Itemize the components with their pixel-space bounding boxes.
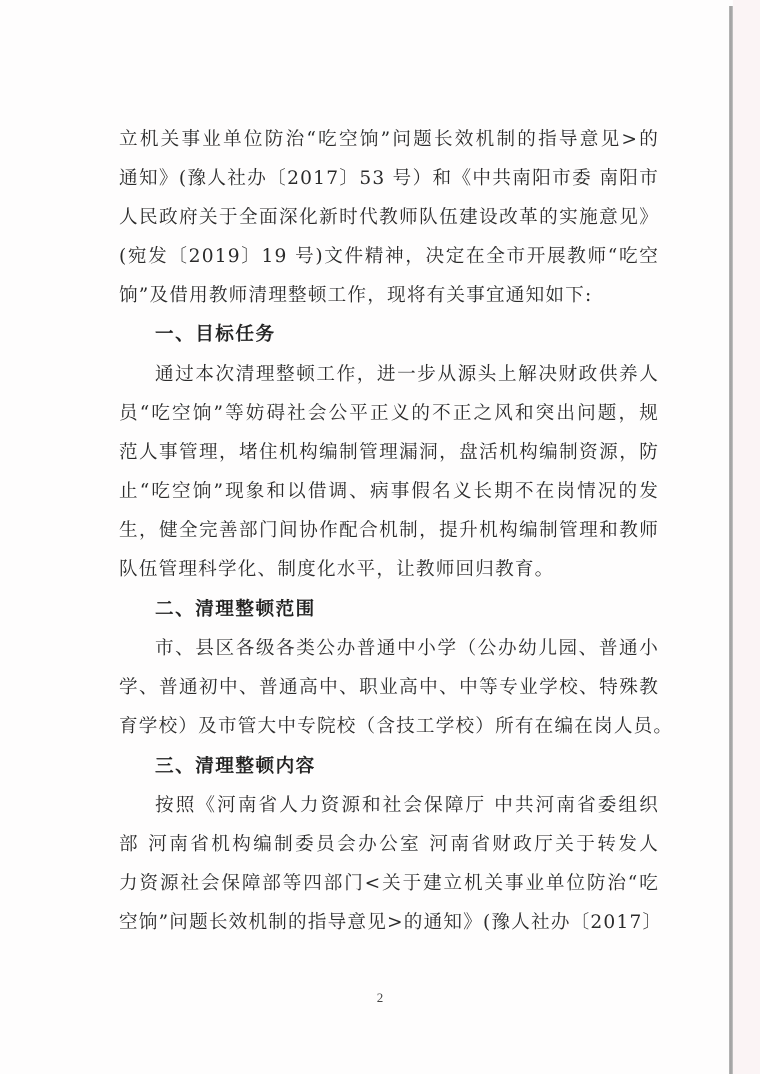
- body-text-line: 按照《河南省人力资源和社会保障厅 中共河南省委组织: [155, 795, 659, 816]
- body-text-line: 力资源社会保障部等四部门<关于建立机关事业单位防治“吃: [119, 873, 659, 894]
- body-text-line: 立机关事业单位防治“吃空饷”问题长效机制的指导意见>的: [119, 129, 659, 150]
- body-text-line: 范人事管理，堵住机构编制管理漏洞，盘活机构编制资源，防: [119, 442, 659, 463]
- body-text-line: 生，健全完善部门间协作配合机制，提升机构编制管理和教师: [119, 520, 659, 541]
- body-text-line: 员“吃空饷”等妨碍社会公平正义的不正之风和突出问题，规: [119, 403, 659, 424]
- body-text-line: 通过本次清理整顿工作，进一步从源头上解决财政供养人: [155, 364, 659, 385]
- section-heading-goals: 一、目标任务: [155, 324, 276, 345]
- body-text-line: 学、普通初中、普通高中、职业高中、中等专业学校、特殊教: [119, 677, 659, 698]
- page-number: 2: [376, 990, 384, 1005]
- body-text-line: 通知》(豫人社办〔2017〕53 号）和《中共南阳市委 南阳市: [119, 168, 659, 189]
- scan-margin: [733, 0, 760, 1074]
- body-text-line: (宛发〔2019〕19 号)文件精神，决定在全市开展教师“吃空: [119, 246, 659, 267]
- body-text-line: 部 河南省机构编制委员会办公室 河南省财政厅关于转发人: [119, 834, 659, 855]
- body-text-line: 市、县区各级各类公办普通中小学（公办幼儿园、普通小: [155, 638, 659, 659]
- body-text-line: 队伍管理科学化、制度化水平，让教师回归教育。: [119, 559, 555, 580]
- body-text-line: 人民政府关于全面深化新时代教师队伍建设改革的实施意见》: [119, 207, 659, 228]
- body-text-line: 饷”及借用教师清理整顿工作，现将有关事宜通知如下:: [119, 285, 593, 306]
- body-text-line: 育学校）及市管大中专院校（含技工学校）所有在编在岗人员。: [119, 716, 674, 737]
- body-text-line: 空饷”问题长效机制的指导意见>的通知》(豫人社办〔2017〕: [119, 912, 663, 933]
- section-heading-content: 三、清理整顿内容: [155, 756, 316, 777]
- body-text-line: 止“吃空饷”现象和以借调、病事假名义长期不在岗情况的发: [119, 481, 659, 502]
- section-heading-scope: 二、清理整顿范围: [155, 599, 316, 620]
